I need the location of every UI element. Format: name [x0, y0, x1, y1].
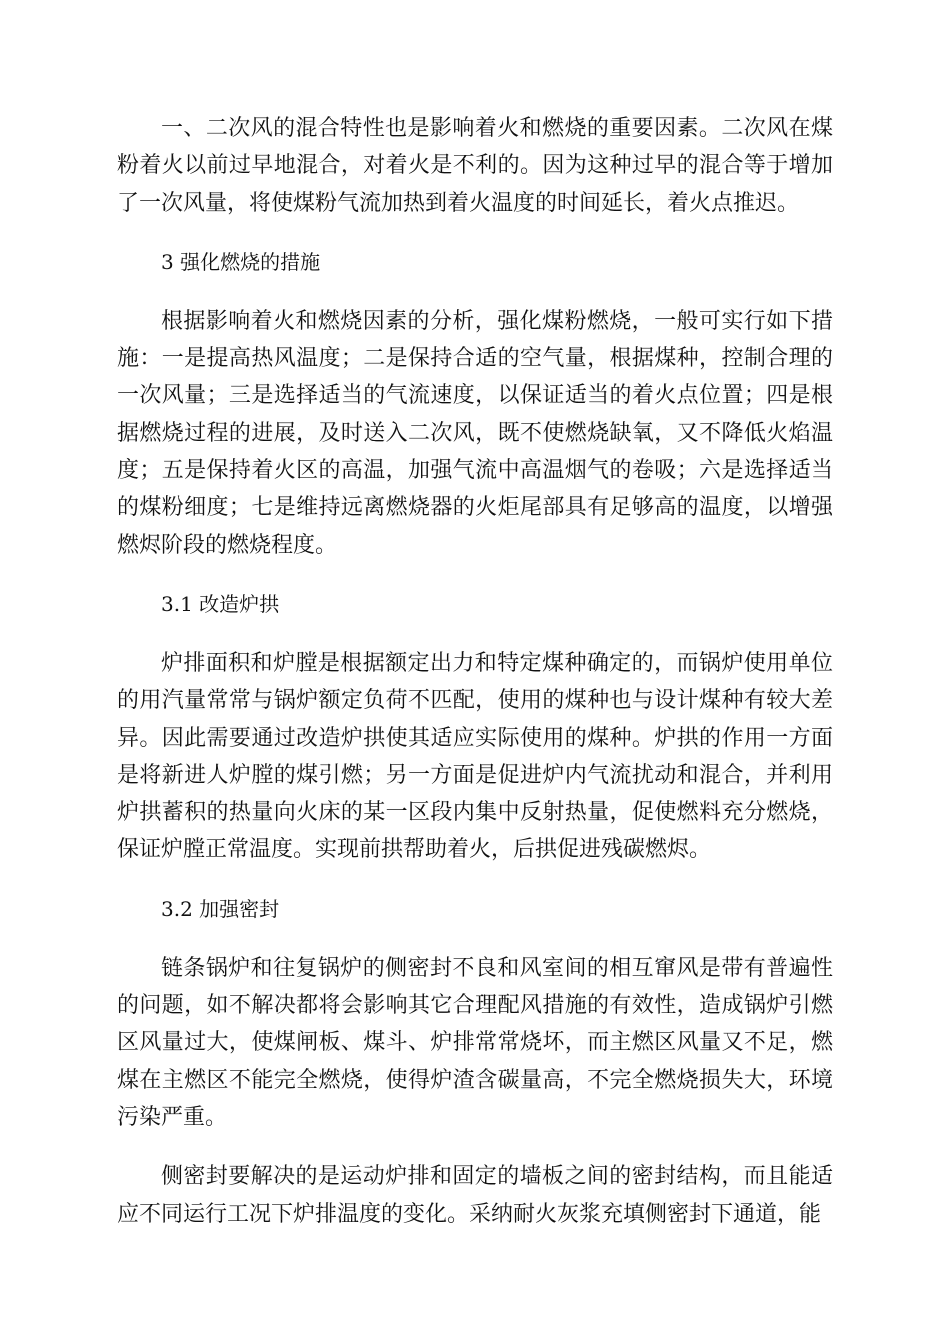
paragraph-sealing-problem: 链条锅炉和往复锅炉的侧密封不良和风室间的相互窜风是带有普遍性的问题，如不解决都将会影响其它合理配风措施的有效性，造成锅炉引燃区风量过大，使煤闸板、煤斗、炉排常常烧坏，而主燃区风量又不足，燃煤在主燃区不能完全燃烧，使得炉渣含碳量高，不完全燃烧损失大，环境污染严重。 [117, 955, 833, 1130]
paragraph-secondary-air-mixing: 一、二次风的混合特性也是影响着火和燃烧的重要因素。二次风在煤粉着火以前过早地混合，对着火是不利的。因为这种过早的混合等于增加了一次风量，将使煤粉气流加热到着火温度的时间延长，着火点推迟。 [117, 116, 833, 216]
section-heading-3: 3 强化燃烧的措施 [161, 249, 321, 274]
paragraph-side-seal: 侧密封要解决的是运动炉排和固定的墙板之间的密封结构，而且能适应不同运行工况下炉排温度的变化。采纳耐火灰浆充填侧密封下通道，能 [117, 1164, 833, 1227]
section-heading-3-2: 3.2 加强密封 [161, 896, 280, 921]
section-heading-3-1: 3.1 改造炉拱 [161, 591, 280, 616]
paragraph-combustion-measures: 根据影响着火和燃烧因素的分析，强化煤粉燃烧，一般可实行如下措施：一是提高热风温度；二是保持合适的空气量，根据煤种，控制合理的一次风量；三是选择适当的气流速度，以保证适当的着火点位置；四是根据燃烧过程的进展，及时送入二次风，既不使燃烧缺氧，又不降低火焰温度；五是保持着火区的高温，加强气流中高温烟气的卷吸；六是选择适当的煤粉细度；七是维持远离燃烧器的火炬尾部具有足够高的温度，以增强燃烬阶段的燃烧程度。 [117, 308, 833, 558]
document-body [117, 110, 833, 1255]
paragraph-furnace-arch: 炉排面积和炉膛是根据额定出力和特定煤种确定的，而锅炉使用单位的用汽量常常与锅炉额定负荷不匹配，使用的煤种也与设计煤种有较大差异。因此需要通过改造炉拱使其适应实际使用的煤种。炉拱的作用一方面是将新进人炉膛的煤引燃；另一方面是促进炉内气流扰动和混合，并利用炉拱蓄积的热量向火床的某一区段内集中反射热量，促使燃料充分燃烧，保证炉膛正常温度。实现前拱帮助着火，后拱促进残碳燃烬。 [117, 650, 833, 863]
